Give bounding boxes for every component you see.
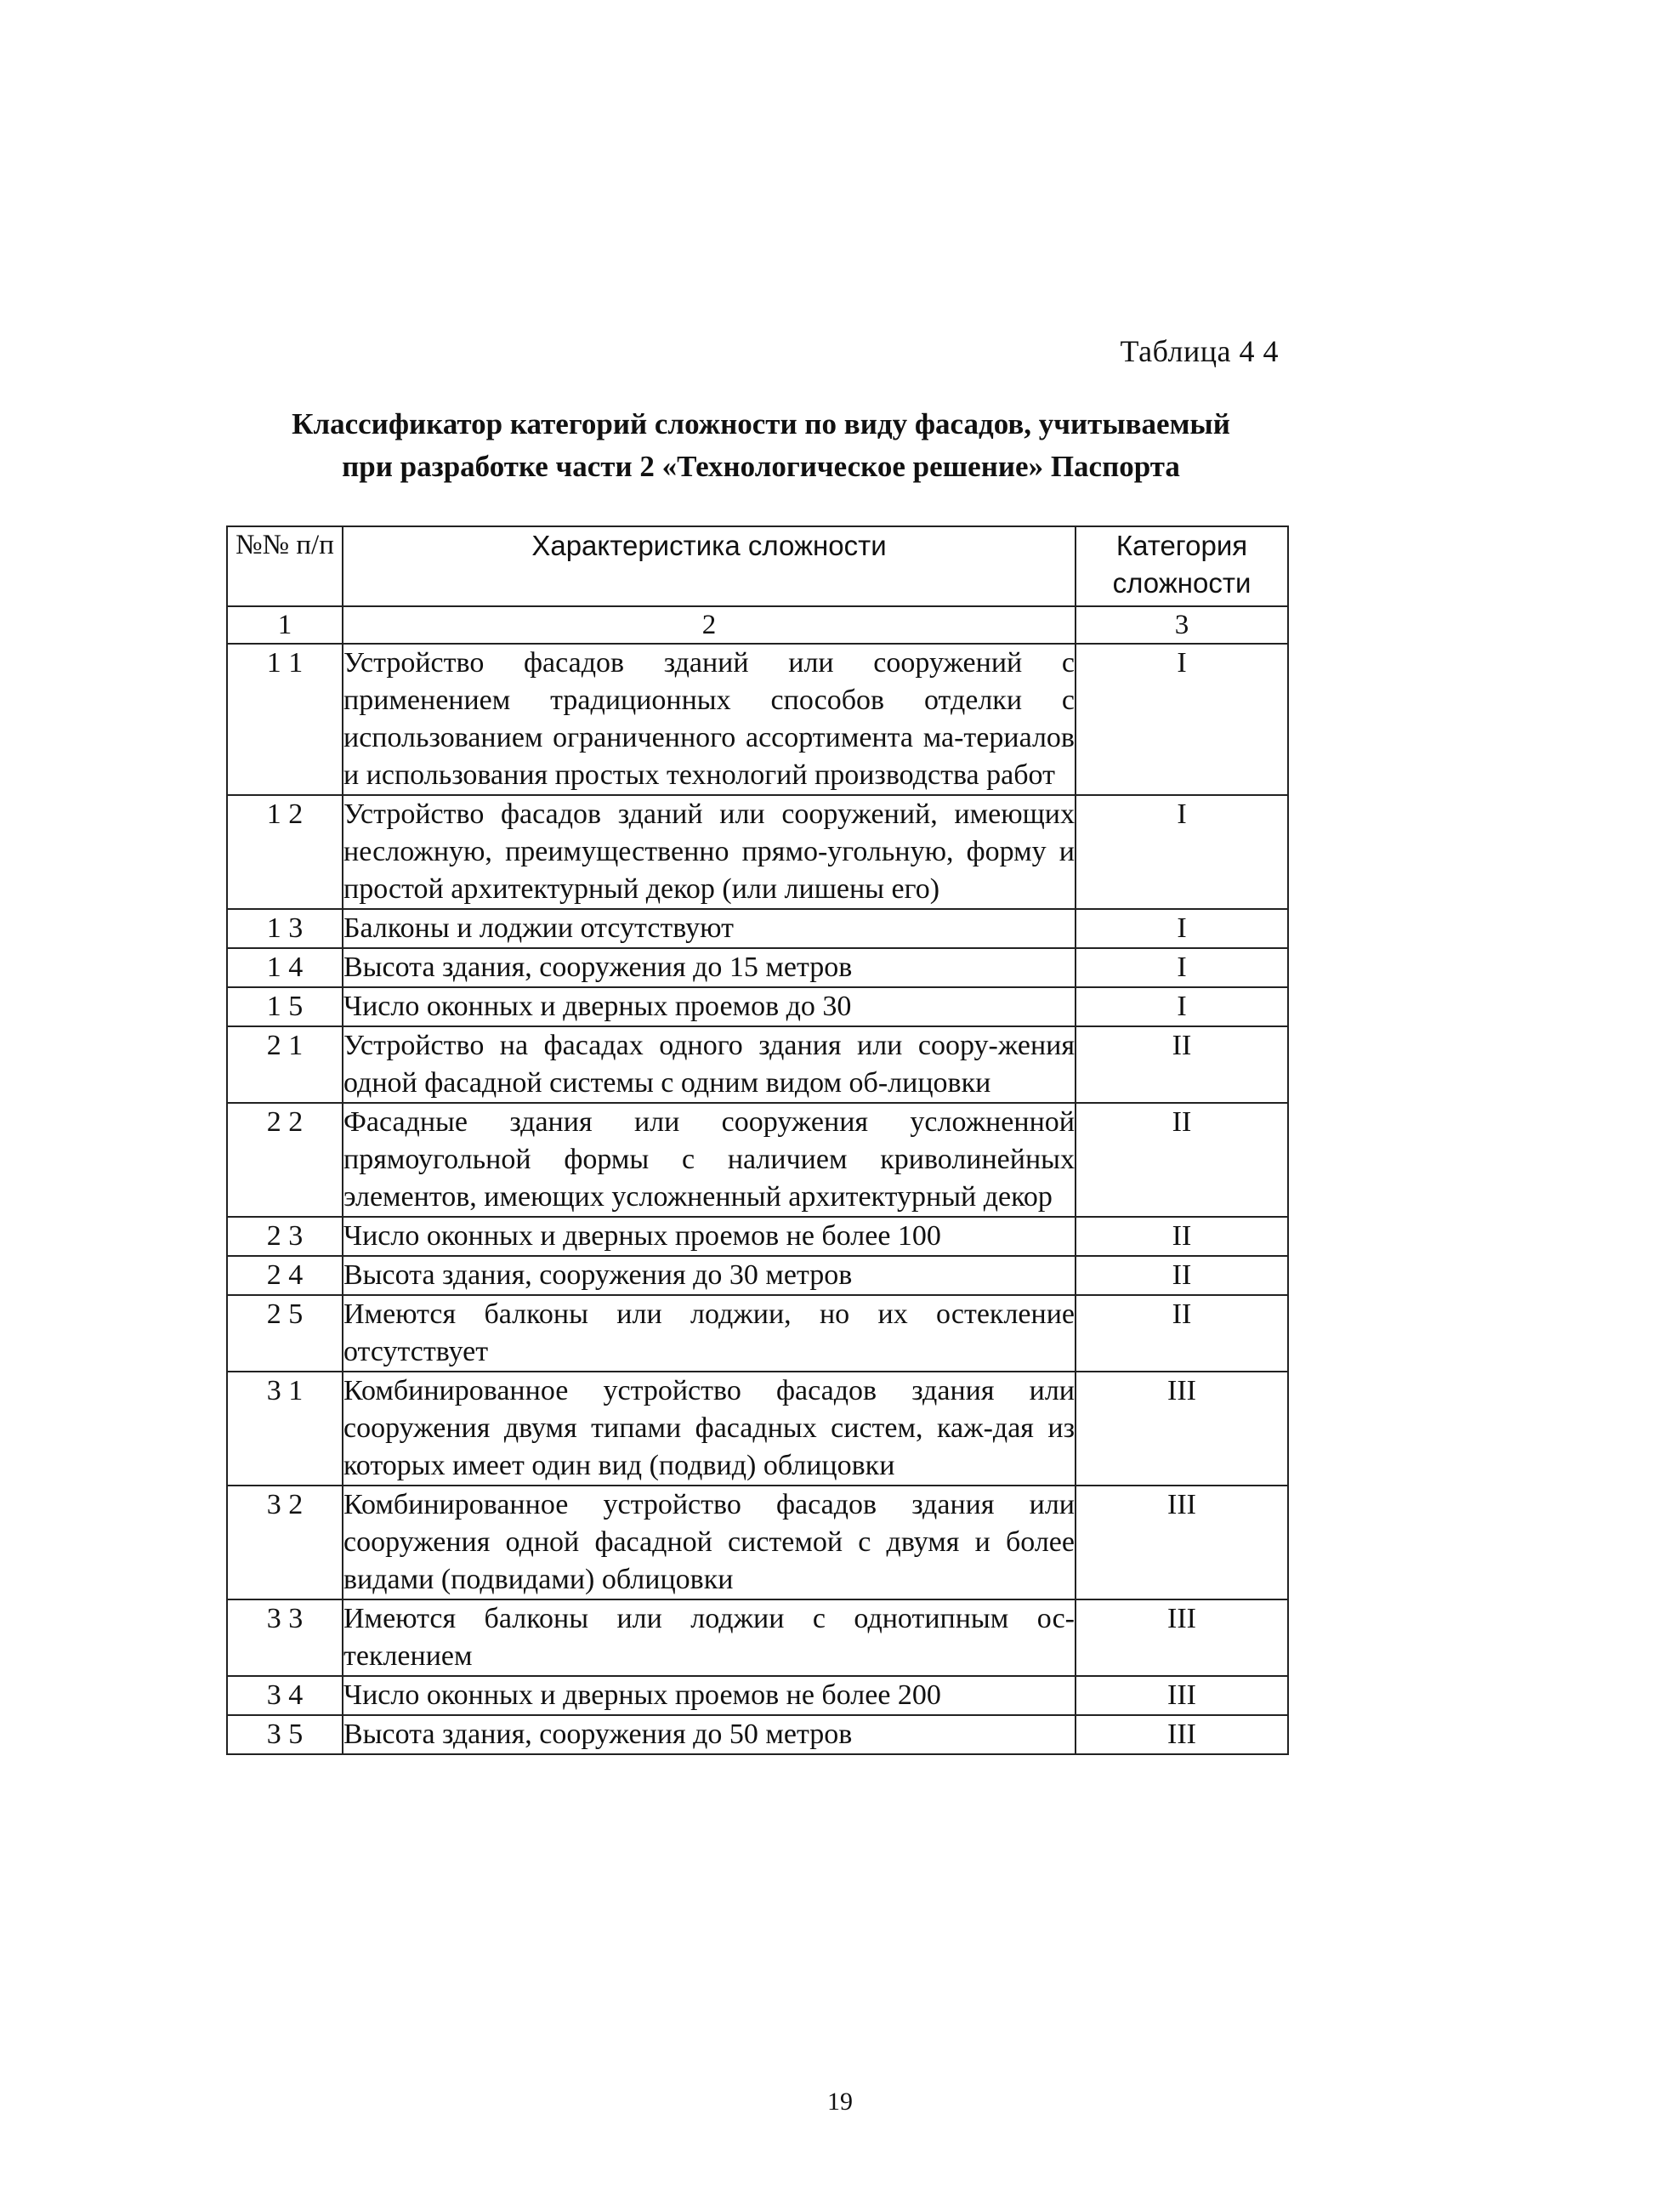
table-row <box>227 1715 1288 1754</box>
table-row <box>227 987 1288 1026</box>
table-label: Таблица 4 4 <box>1120 334 1279 368</box>
document-title <box>230 403 1292 488</box>
table-row <box>227 1295 1288 1372</box>
header-category: Категория сложности <box>1076 526 1288 606</box>
column-index-3: 3 <box>1076 606 1288 644</box>
table-header-row <box>227 526 1288 606</box>
row-number: 3 5 <box>227 1715 343 1754</box>
row-number: 1 2 <box>227 795 343 909</box>
row-category: II <box>1076 1295 1288 1372</box>
row-description: Комбинированное устройство фасадов здания или сооружения двумя типами фасадных систем, каж-дая из которых имеет один вид (подвид) облицовки <box>343 1372 1076 1486</box>
table-row <box>227 948 1288 987</box>
table-row <box>227 1217 1288 1256</box>
table-row <box>227 644 1288 795</box>
column-index-row <box>227 606 1288 644</box>
table-row <box>227 909 1288 948</box>
row-number: 2 4 <box>227 1256 343 1295</box>
table-row <box>227 1676 1288 1715</box>
header-description: Характеристика сложности <box>343 526 1076 606</box>
row-category: II <box>1076 1217 1288 1256</box>
row-description: Устройство фасадов зданий или сооружений с применением традиционных способов отделки с использованием ограниченного ассортимента ма-териалов и использования простых технологий производства работ <box>343 644 1076 795</box>
table-row <box>227 1486 1288 1599</box>
column-index-1: 1 <box>227 606 343 644</box>
row-category: I <box>1076 987 1288 1026</box>
title-line-2: при разработке части 2 «Технологическое решение» Паспорта <box>342 450 1180 483</box>
row-number: 3 1 <box>227 1372 343 1486</box>
header-num: №№ п/п <box>227 526 343 606</box>
table-body <box>227 644 1288 1754</box>
row-description: Высота здания, сооружения до 50 метров <box>343 1715 1076 1754</box>
row-number: 1 1 <box>227 644 343 795</box>
row-description: Число оконных и дверных проемов не более 100 <box>343 1217 1076 1256</box>
row-number: 3 4 <box>227 1676 343 1715</box>
table-row <box>227 795 1288 909</box>
row-description: Имеются балконы или лоджии с однотипным ос-теклением <box>343 1599 1076 1676</box>
row-category: II <box>1076 1103 1288 1217</box>
row-number: 1 3 <box>227 909 343 948</box>
row-category: III <box>1076 1372 1288 1486</box>
row-description: Комбинированное устройство фасадов здания или сооружения одной фасадной системой с двумя и более видами (подвидами) облицовки <box>343 1486 1076 1599</box>
row-number: 1 5 <box>227 987 343 1026</box>
row-description: Высота здания, сооружения до 15 метров <box>343 948 1076 987</box>
column-index-2: 2 <box>343 606 1076 644</box>
row-number: 3 3 <box>227 1599 343 1676</box>
row-category: III <box>1076 1676 1288 1715</box>
row-number: 2 5 <box>227 1295 343 1372</box>
row-description: Балконы и лоджии отсутствуют <box>343 909 1076 948</box>
row-category: I <box>1076 909 1288 948</box>
row-description: Число оконных и дверных проемов до 30 <box>343 987 1076 1026</box>
row-number: 2 2 <box>227 1103 343 1217</box>
title-line-1: Классификатор категорий сложности по виду фасадов, учитываемый <box>292 407 1230 440</box>
row-description: Устройство на фасадах одного здания или соору-жения одной фасадной системы с одним видом об-лицовки <box>343 1026 1076 1103</box>
page-number: 19 <box>827 2088 853 2116</box>
row-category: III <box>1076 1715 1288 1754</box>
row-number: 3 2 <box>227 1486 343 1599</box>
complexity-classifier-table <box>226 526 1289 1755</box>
row-number: 2 1 <box>227 1026 343 1103</box>
table-row <box>227 1599 1288 1676</box>
table-row <box>227 1256 1288 1295</box>
row-category: I <box>1076 795 1288 909</box>
row-category: II <box>1076 1026 1288 1103</box>
table-row <box>227 1026 1288 1103</box>
row-description: Имеются балконы или лоджии, но их остекление отсутствует <box>343 1295 1076 1372</box>
row-category: III <box>1076 1599 1288 1676</box>
row-description: Устройство фасадов зданий или сооружений, имеющих несложную, преимущественно прямо-угольную, форму и простой архитектурный декор (или лишены его) <box>343 795 1076 909</box>
row-category: II <box>1076 1256 1288 1295</box>
row-description: Высота здания, сооружения до 30 метров <box>343 1256 1076 1295</box>
row-number: 2 3 <box>227 1217 343 1256</box>
row-category: III <box>1076 1486 1288 1599</box>
table-row <box>227 1103 1288 1217</box>
row-description: Число оконных и дверных проемов не более 200 <box>343 1676 1076 1715</box>
row-description: Фасадные здания или сооружения усложненной прямоугольной формы с наличием криволинейных элементов, имеющих усложненный архитектурный декор <box>343 1103 1076 1217</box>
row-number: 1 4 <box>227 948 343 987</box>
row-category: I <box>1076 948 1288 987</box>
row-category: I <box>1076 644 1288 795</box>
table-row <box>227 1372 1288 1486</box>
